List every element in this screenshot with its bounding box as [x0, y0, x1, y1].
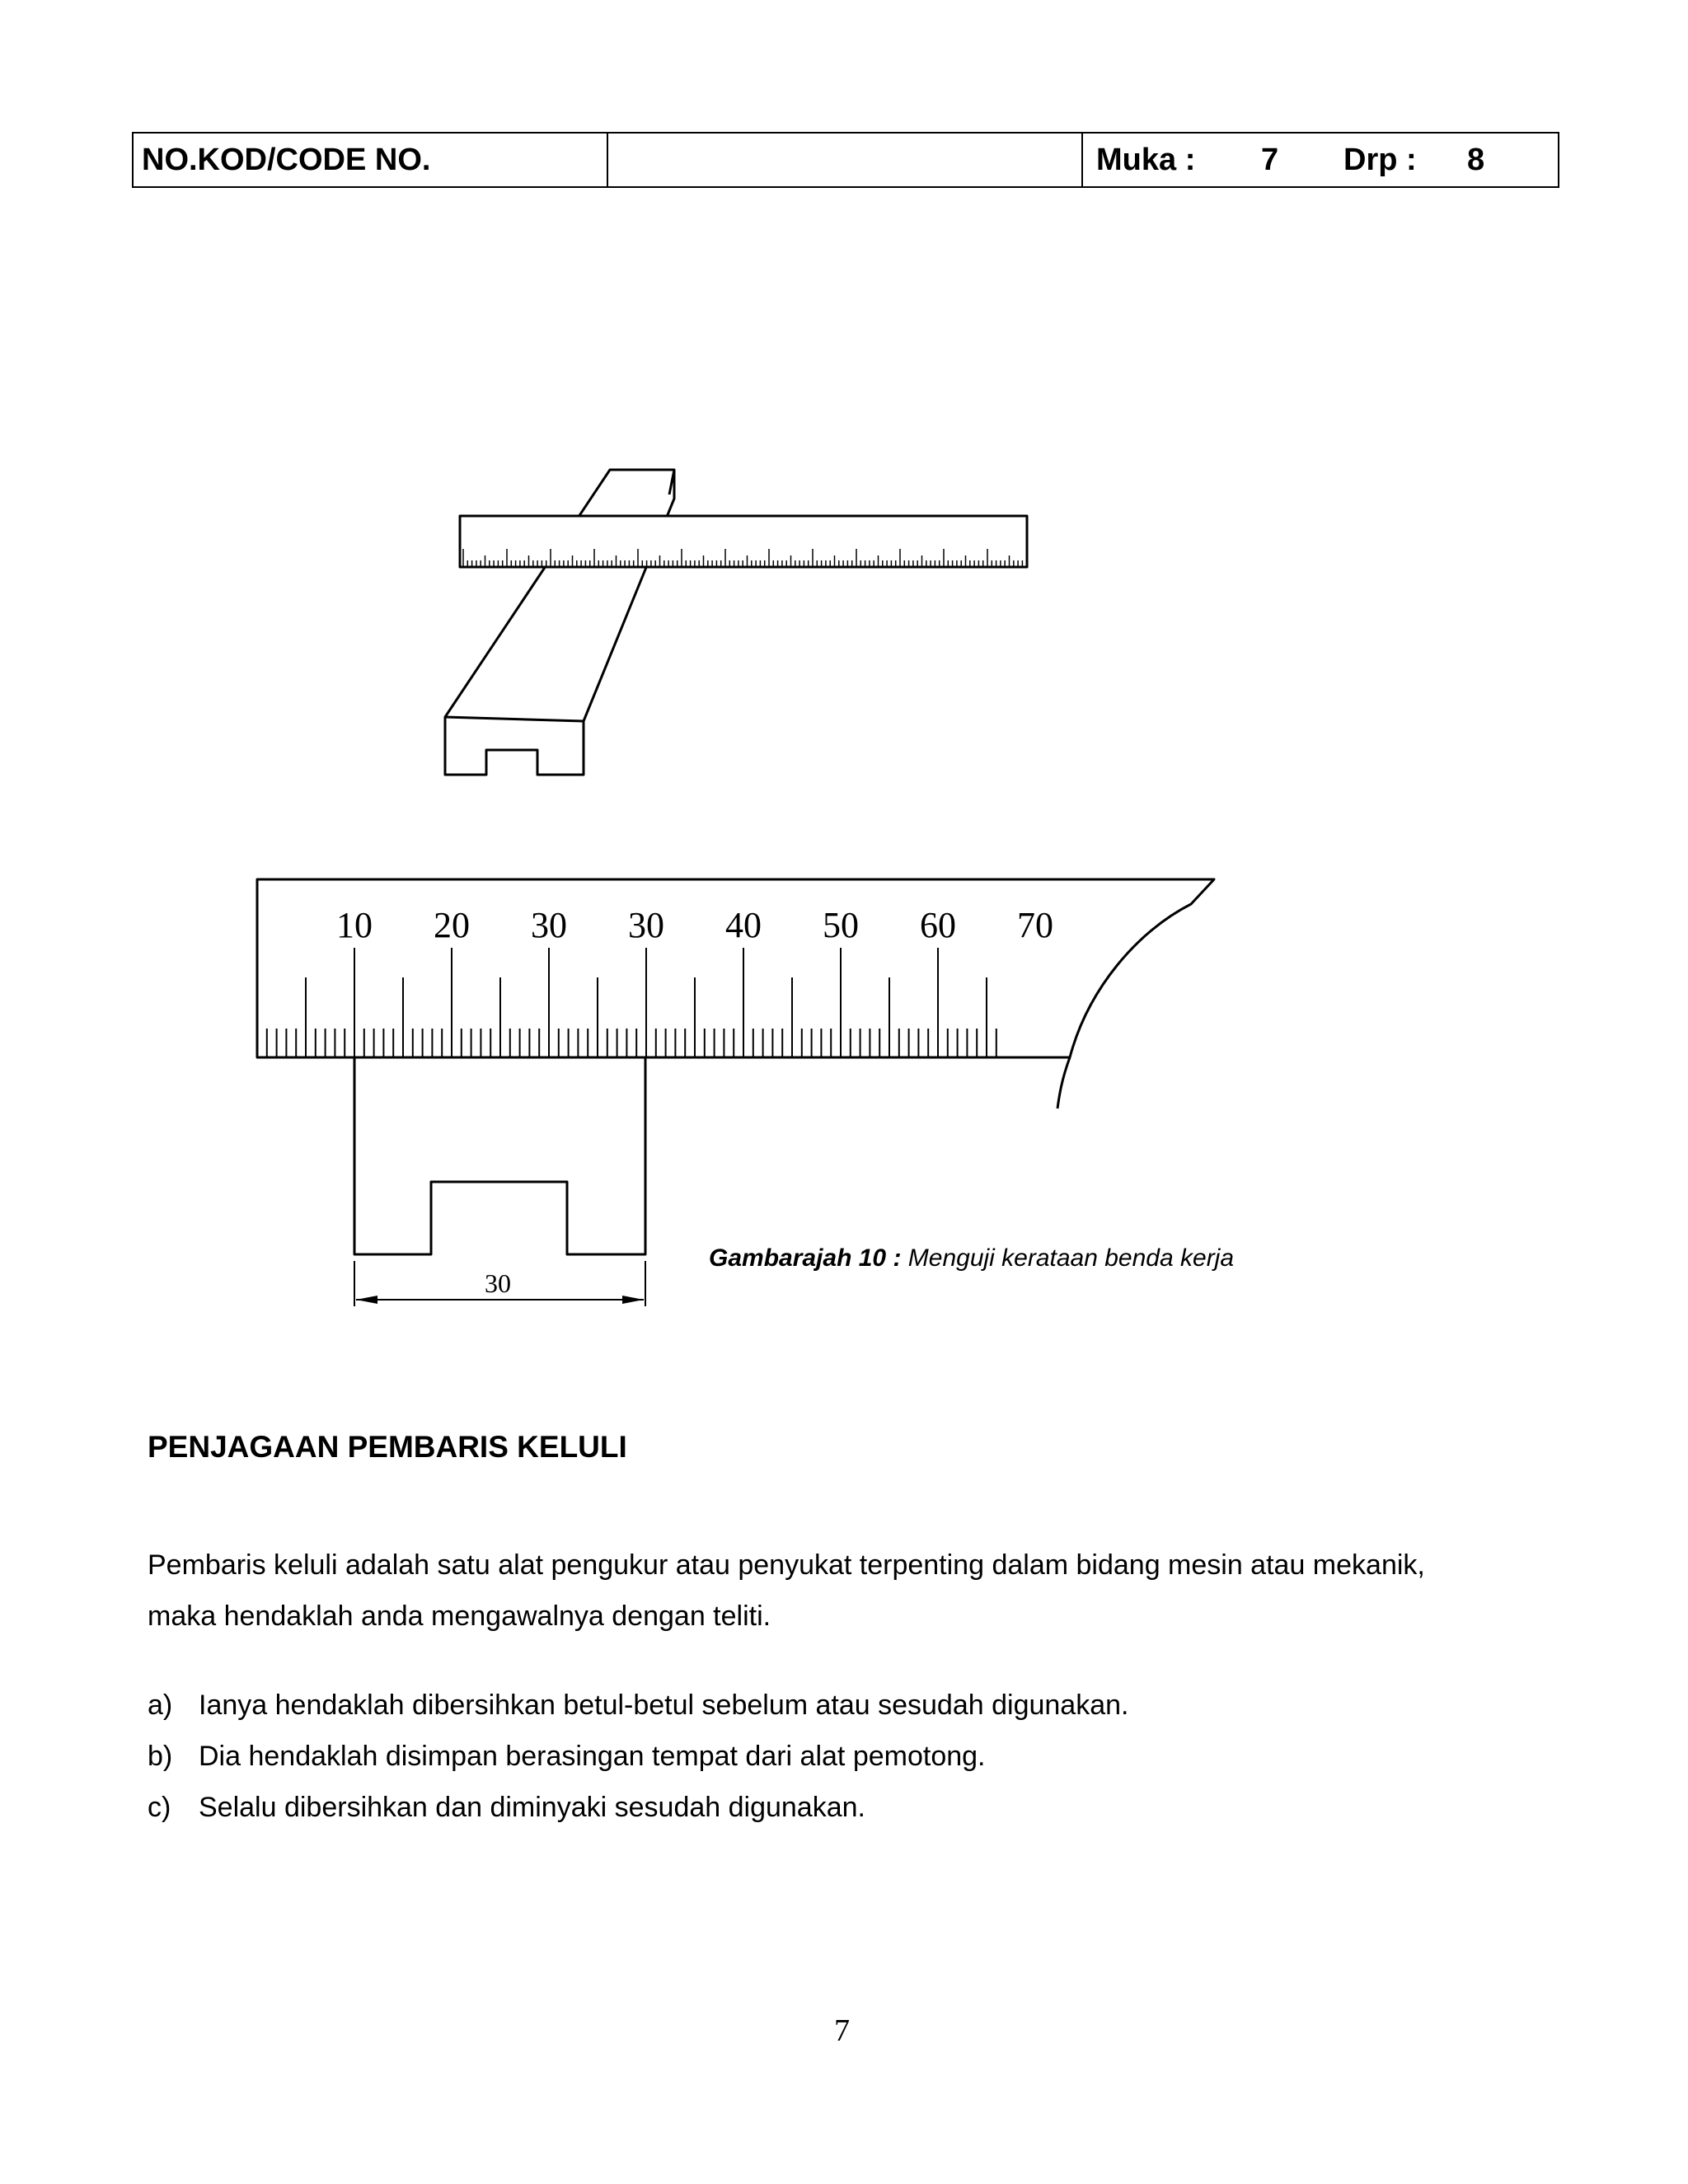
list-text: Dia hendaklah disimpan berasingan tempat dari alat pemotong. [199, 1741, 986, 1772]
paragraph-line: maka hendaklah anda mengawalnya dengan teliti. [148, 1601, 771, 1632]
scale-label: 30 [531, 905, 567, 945]
intro-paragraph [148, 1540, 1565, 1642]
scale-label: 40 [725, 905, 762, 945]
section-heading: PENJAGAAN PEMBARIS KELULI [148, 1430, 627, 1464]
list-marker: c) [148, 1792, 171, 1823]
scale-label: 10 [336, 905, 373, 945]
page-number: 7 [834, 2013, 850, 2048]
caption-label: Gambarajah 10 : [709, 1244, 902, 1272]
scale-label: 70 [1017, 905, 1053, 945]
list-marker: a) [148, 1690, 173, 1721]
figure-caption [709, 1244, 1234, 1272]
scale-label: 30 [628, 905, 664, 945]
total-value: 8 [1467, 142, 1485, 177]
total-label: Drp : [1343, 142, 1417, 177]
dimension-arrow-right [622, 1296, 644, 1304]
list-text: Selalu dibersihkan dan diminyaki sesudah digunakan. [199, 1792, 865, 1823]
steel-ruler [460, 516, 1027, 567]
care-list [148, 1690, 1128, 1843]
scale-label: 50 [823, 905, 859, 945]
paragraph-line: Pembaris keluli adalah satu alat pengukur atau penyukat terpenting dalam bidang mesin atau mekanik, [148, 1549, 1425, 1581]
scale-label: 20 [434, 905, 470, 945]
list-text: Ianya hendaklah dibersihkan betul-betul sebelum atau sesudah digunakan. [199, 1690, 1129, 1721]
scale-break-edge [1057, 1057, 1070, 1108]
page-label: Muka : [1096, 142, 1196, 177]
list-item [148, 1741, 1128, 1792]
dimension-label: 30 [485, 1268, 511, 1298]
workpiece-profile [354, 1057, 645, 1254]
caption-text: Menguji kerataan benda kerja [901, 1244, 1235, 1272]
list-item [148, 1690, 1128, 1741]
scale-label: 60 [920, 905, 956, 945]
list-marker: b) [148, 1741, 173, 1772]
code-label: NO.KOD/CODE NO. [134, 134, 608, 186]
page-value: 7 [1261, 142, 1279, 177]
dimension-arrow-left [356, 1296, 377, 1304]
list-item [148, 1792, 1128, 1843]
